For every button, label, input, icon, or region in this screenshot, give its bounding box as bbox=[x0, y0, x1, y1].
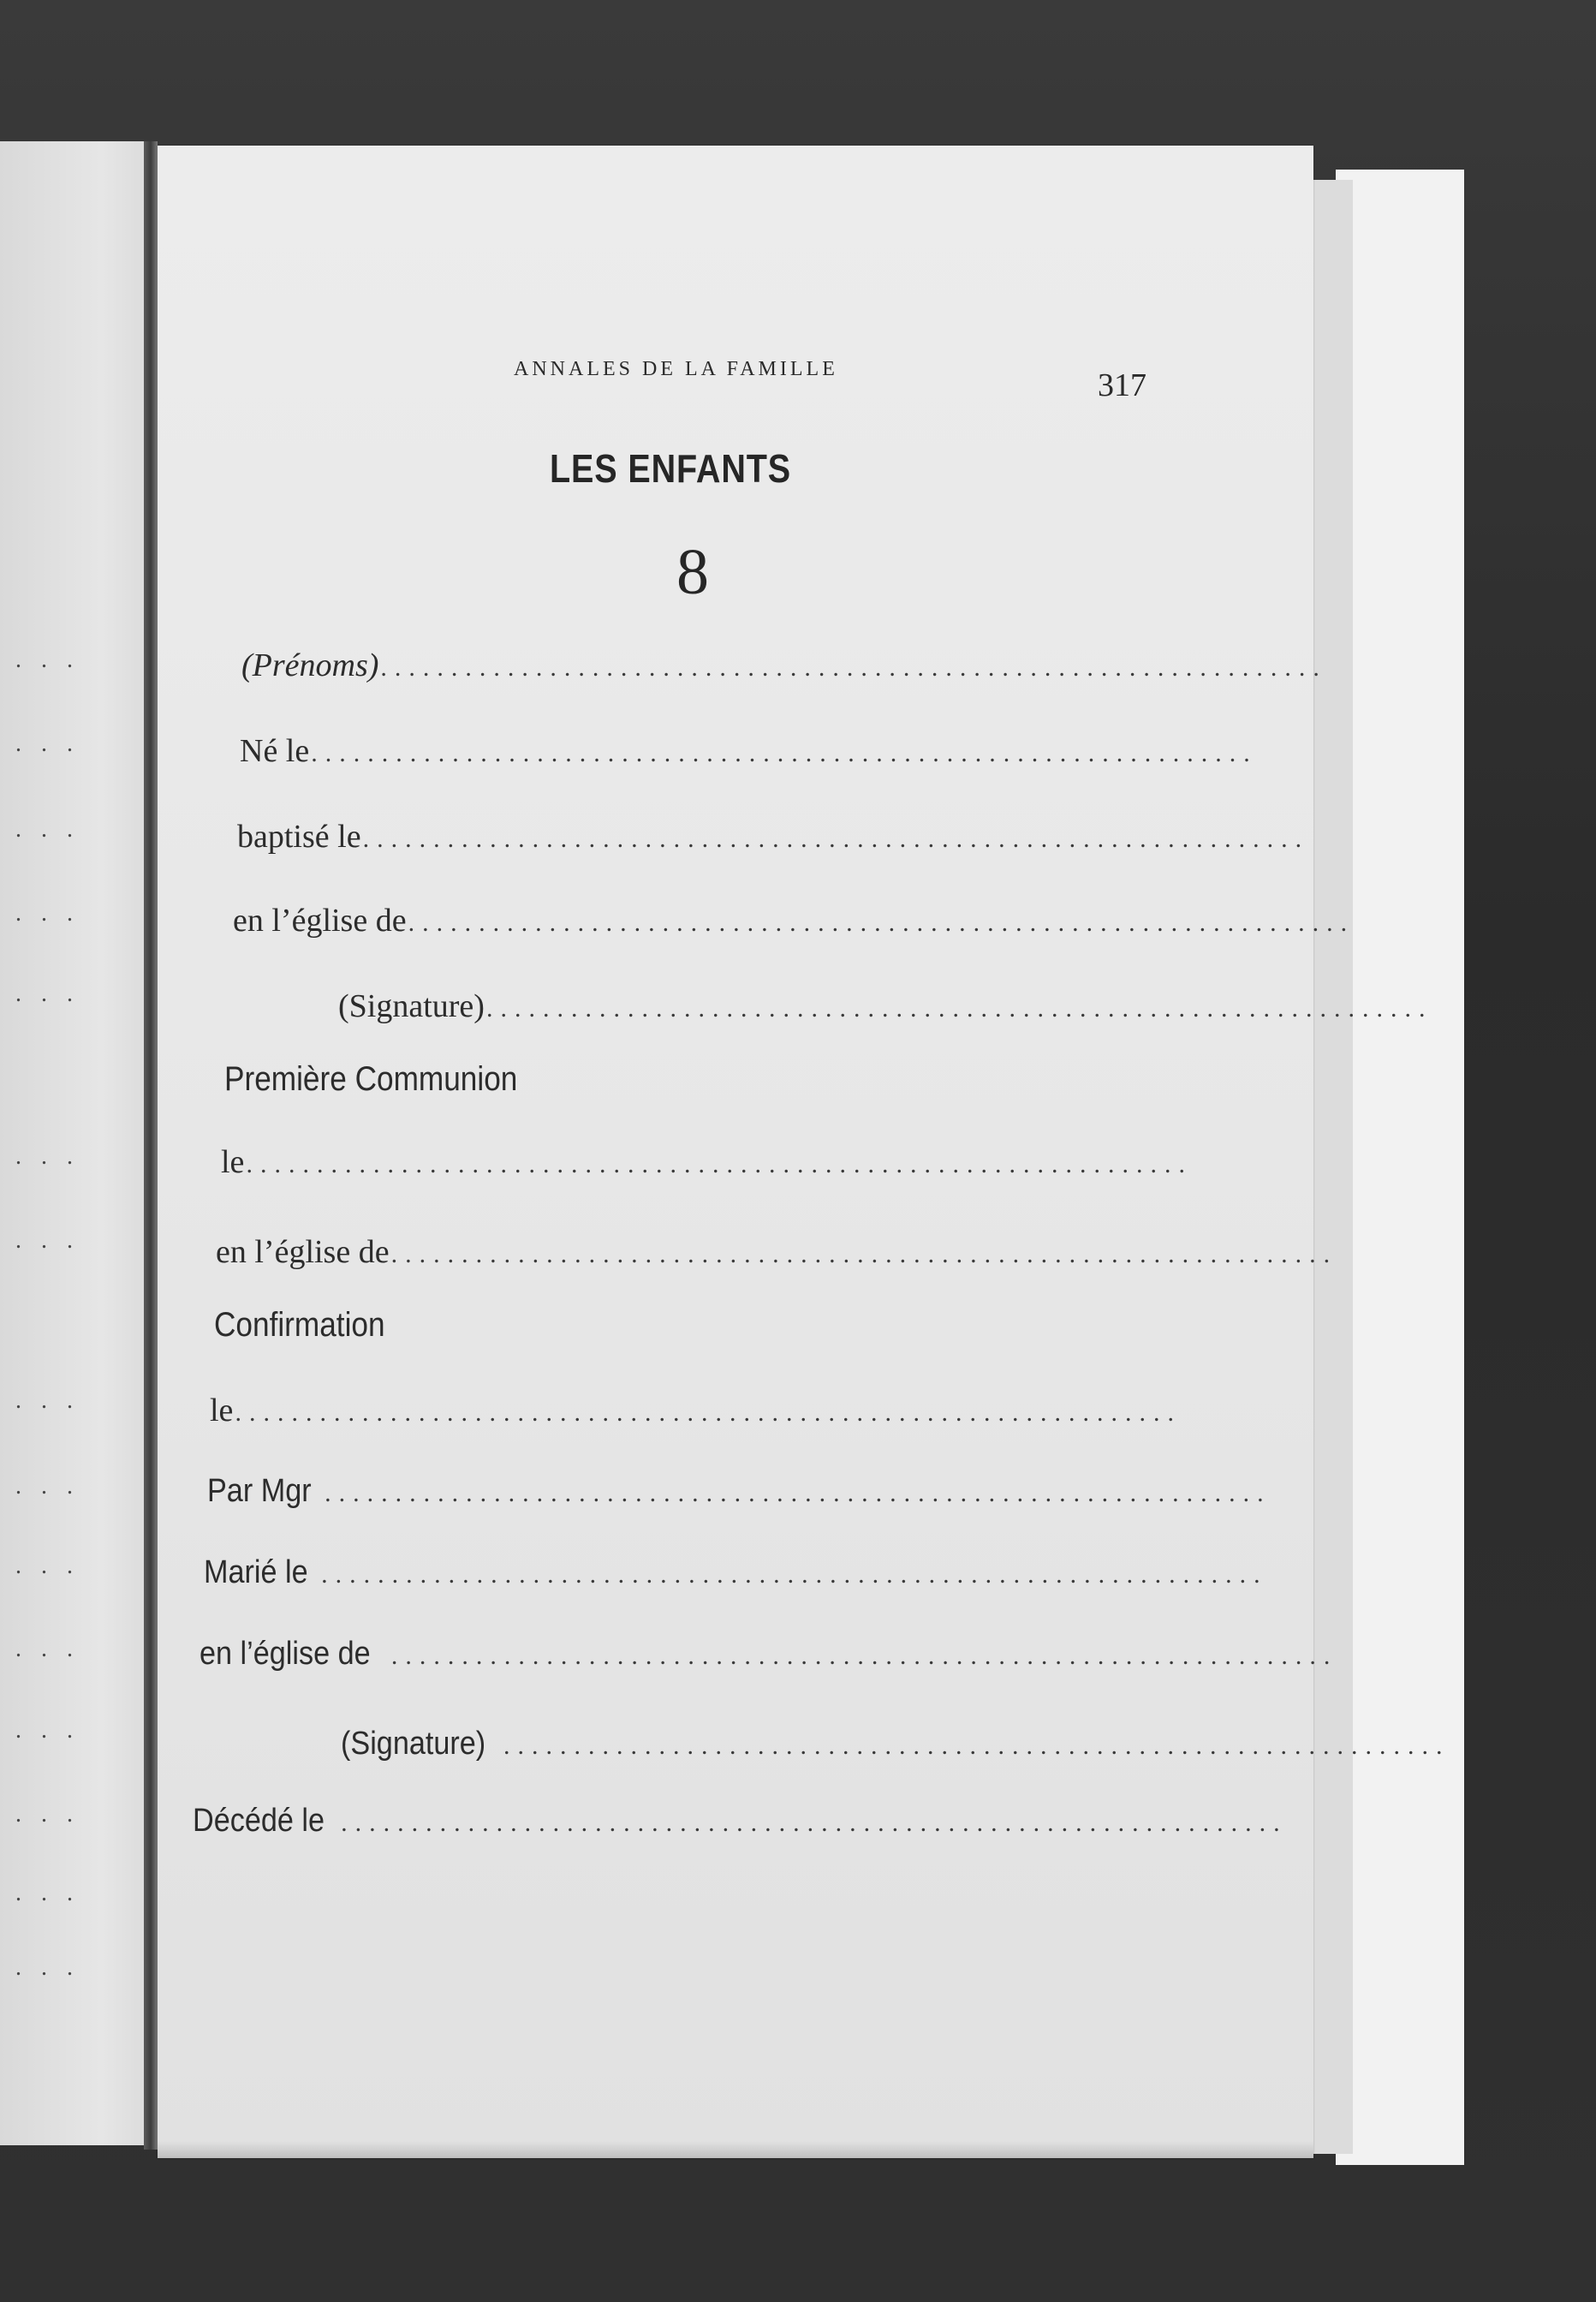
left-leader: . . . bbox=[15, 1717, 80, 1744]
field-decede-le bbox=[193, 1803, 1288, 1840]
dotted-leader: ................................................................... bbox=[325, 1479, 1271, 1507]
left-leader: . . . bbox=[15, 1553, 80, 1579]
dotted-leader: ................................................................... bbox=[485, 994, 1433, 1023]
label-confirmation-le: le bbox=[210, 1393, 234, 1428]
label-marie-le: Marié le bbox=[204, 1554, 308, 1590]
left-facing-page bbox=[0, 141, 146, 2145]
dotted-leader: ................................................................... bbox=[311, 739, 1258, 767]
left-leader: . . . bbox=[15, 981, 80, 1007]
child-number: 8 bbox=[676, 536, 709, 608]
label-eglise-bapteme: en l’église de bbox=[233, 903, 407, 939]
left-leader: . . . bbox=[15, 1954, 80, 1981]
section-title: LES ENFANTS bbox=[550, 446, 792, 491]
left-leader: . . . bbox=[15, 1880, 80, 1906]
field-signature-1 bbox=[338, 987, 1433, 1025]
dotted-leader: ................................................................... bbox=[321, 1560, 1268, 1589]
field-ne-le bbox=[240, 732, 1258, 770]
left-leader: . . . bbox=[15, 900, 80, 927]
label-ne-le: Né le bbox=[240, 733, 310, 769]
dotted-leader: ................................................................... bbox=[390, 1642, 1338, 1670]
left-leader: . . . bbox=[15, 1387, 80, 1414]
label-signature-1: (Signature) bbox=[338, 988, 485, 1024]
heading-premiere-communion: Première Communion bbox=[224, 1060, 518, 1098]
dotted-leader: ................................................................... bbox=[380, 653, 1327, 682]
left-leader: . . . bbox=[15, 1473, 80, 1500]
label-baptise-le: baptisé le bbox=[237, 819, 361, 855]
dotted-leader: ................................................................... bbox=[503, 1732, 1450, 1760]
field-eglise-communion bbox=[216, 1233, 1338, 1271]
dotted-leader: ................................................................... bbox=[408, 909, 1355, 937]
heading-confirmation: Confirmation bbox=[214, 1306, 385, 1344]
left-leader: . . . bbox=[15, 1143, 80, 1170]
label-signature-2: (Signature) bbox=[341, 1726, 486, 1762]
label-eglise-communion: en l’église de bbox=[216, 1234, 390, 1270]
field-communion-le bbox=[221, 1143, 1193, 1181]
dotted-leader: ................................................................... bbox=[390, 1240, 1338, 1268]
label-decede-le: Décédé le bbox=[193, 1803, 325, 1839]
dotted-leader: ................................................................... bbox=[235, 1398, 1182, 1427]
left-leader: . . . bbox=[15, 647, 80, 673]
field-prenoms bbox=[241, 647, 1327, 684]
field-marie-le bbox=[204, 1554, 1268, 1591]
page-bottom-shadow bbox=[158, 2141, 1313, 2158]
left-page-leaders bbox=[0, 141, 146, 2145]
running-head: ANNALES DE LA FAMILLE bbox=[514, 358, 838, 380]
left-leader: . . . bbox=[15, 1636, 80, 1662]
field-baptise-le bbox=[237, 818, 1310, 856]
field-signature-2 bbox=[341, 1726, 1450, 1762]
left-leader: . . . bbox=[15, 816, 80, 843]
field-confirmation-le bbox=[210, 1392, 1182, 1429]
dotted-leader: ................................................................... bbox=[246, 1150, 1193, 1178]
book-gutter bbox=[144, 141, 158, 2150]
label-par-mgr: Par Mgr bbox=[207, 1473, 312, 1509]
dotted-leader: ................................................................... bbox=[341, 1809, 1288, 1837]
left-leader: . . . bbox=[15, 731, 80, 757]
back-sheet bbox=[1336, 170, 1464, 2165]
dotted-leader: ................................................................... bbox=[362, 825, 1310, 853]
label-prenoms: (Prénoms) bbox=[241, 647, 379, 683]
left-leader: . . . bbox=[15, 1227, 80, 1254]
page-number: 317 bbox=[1098, 367, 1146, 403]
field-par-mgr bbox=[207, 1473, 1271, 1510]
field-eglise-mariage bbox=[200, 1636, 1338, 1673]
left-leader: . . . bbox=[15, 1801, 80, 1828]
label-eglise-mariage: en l’église de bbox=[200, 1636, 371, 1672]
field-eglise-bapteme bbox=[233, 902, 1355, 939]
label-communion-le: le bbox=[221, 1144, 245, 1180]
